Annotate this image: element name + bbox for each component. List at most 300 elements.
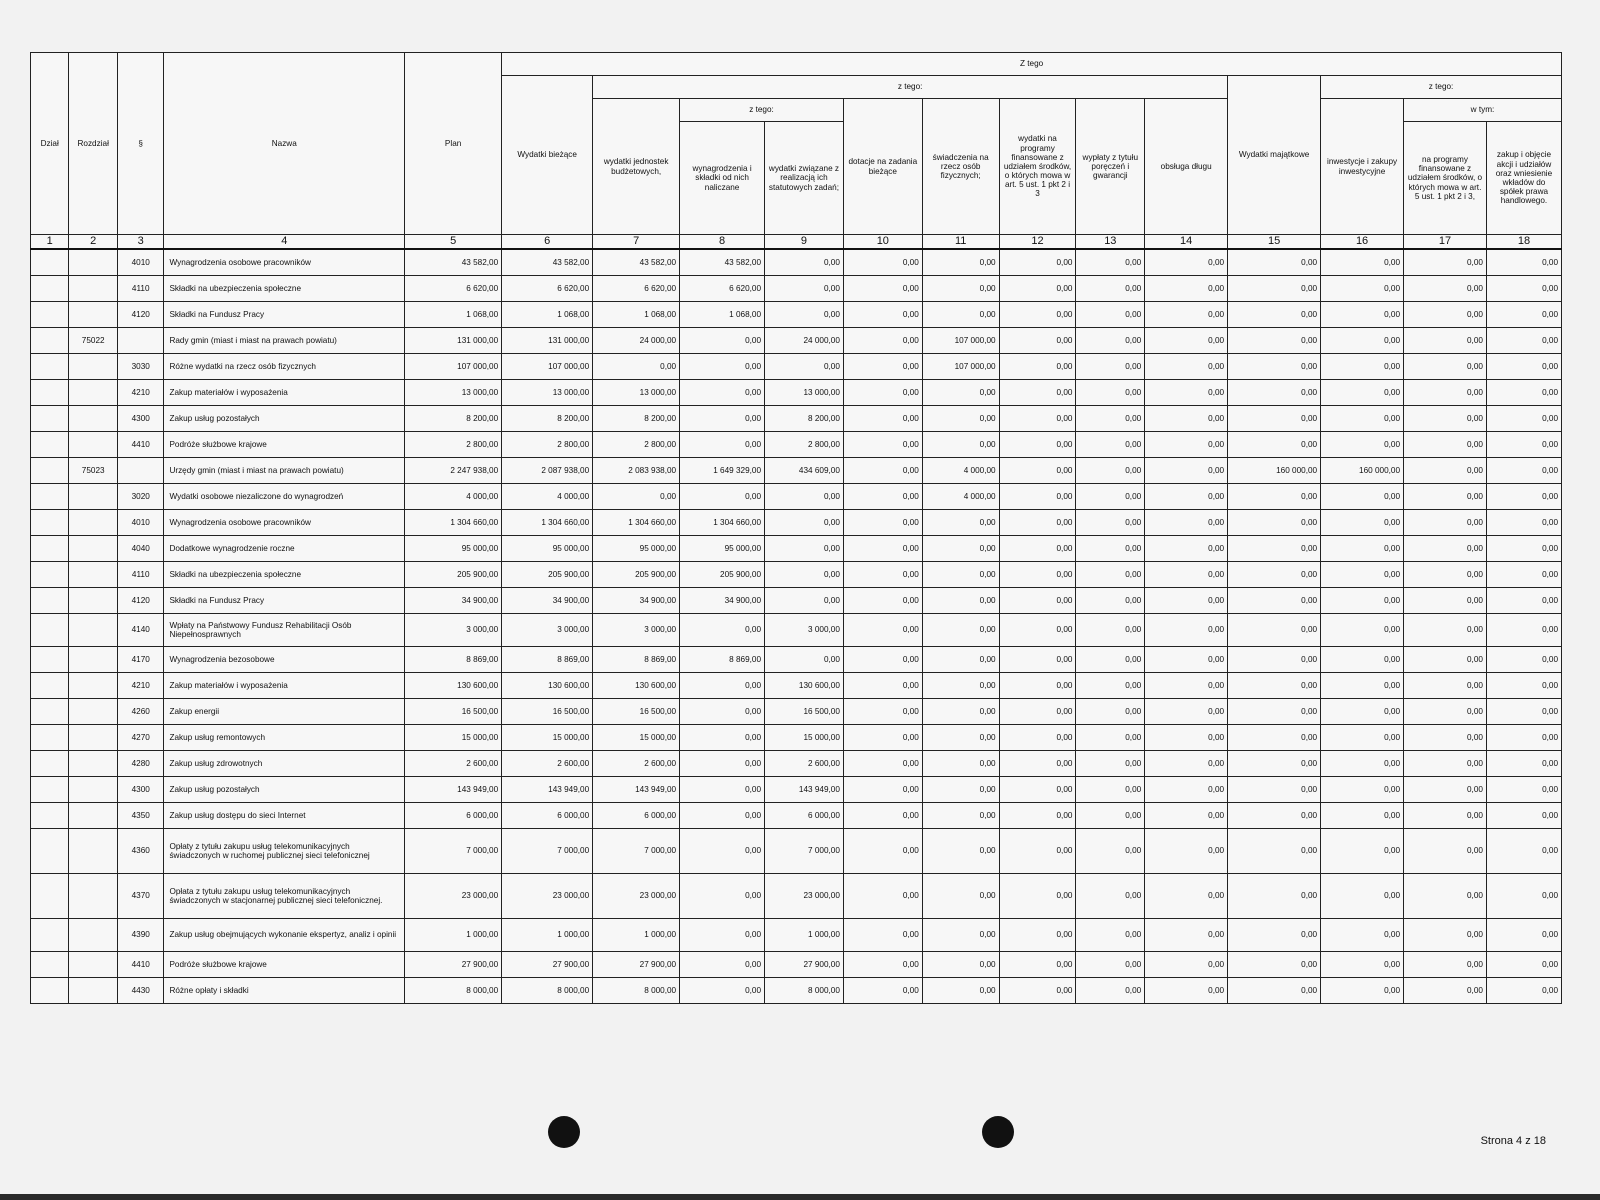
cell-amount: 0,00 [680, 725, 765, 751]
punch-hole-right [982, 1116, 1014, 1148]
cell-amount: 0,00 [922, 978, 999, 1004]
cell-amount: 0,00 [1076, 614, 1145, 647]
cell-amount: 1 304 660,00 [593, 510, 680, 536]
table-row [31, 751, 1562, 777]
cell-amount: 0,00 [922, 249, 999, 276]
cell-paragraf: 3020 [117, 484, 164, 510]
cell-amount: 3 000,00 [593, 614, 680, 647]
cell-amount: 0,00 [843, 829, 922, 874]
cell-amount: 0,00 [1228, 614, 1321, 647]
cell-amount: 0,00 [1076, 510, 1145, 536]
cell-amount: 205 900,00 [405, 562, 502, 588]
header-dzial: Dział [31, 53, 69, 235]
cell-dzial [31, 673, 69, 699]
scan-edge [0, 1194, 1600, 1200]
cell-amount: 0,00 [1076, 354, 1145, 380]
cell-amount: 2 600,00 [405, 751, 502, 777]
column-number: 18 [1486, 235, 1561, 250]
cell-dzial [31, 484, 69, 510]
cell-paragraf: 4270 [117, 725, 164, 751]
cell-amount: 0,00 [765, 510, 844, 536]
cell-rozdzial [69, 699, 118, 725]
cell-amount: 0,00 [1228, 354, 1321, 380]
cell-rozdzial [69, 406, 118, 432]
cell-amount: 0,00 [999, 588, 1076, 614]
cell-paragraf: 4390 [117, 919, 164, 952]
column-number: 10 [843, 235, 922, 250]
cell-dzial [31, 354, 69, 380]
cell-nazwa: Wynagrodzenia bezosobowe [164, 647, 405, 673]
cell-rozdzial [69, 562, 118, 588]
header-swiadczenia: świadczenia na rzecz osób fizycznych; [922, 99, 999, 235]
cell-amount: 43 582,00 [502, 249, 593, 276]
cell-amount: 0,00 [1404, 510, 1487, 536]
cell-amount: 0,00 [1404, 588, 1487, 614]
cell-amount: 0,00 [1321, 588, 1404, 614]
cell-dzial [31, 725, 69, 751]
cell-dzial [31, 249, 69, 276]
cell-paragraf: 4170 [117, 647, 164, 673]
cell-amount: 0,00 [922, 276, 999, 302]
cell-amount: 27 900,00 [502, 952, 593, 978]
cell-dzial [31, 406, 69, 432]
cell-amount: 0,00 [999, 647, 1076, 673]
cell-amount: 0,00 [1404, 725, 1487, 751]
cell-amount: 0,00 [999, 699, 1076, 725]
cell-amount: 0,00 [1321, 354, 1404, 380]
budget-expenditure-table [30, 52, 1562, 1004]
table-row [31, 829, 1562, 874]
table-row [31, 647, 1562, 673]
cell-amount: 0,00 [922, 614, 999, 647]
cell-amount: 0,00 [843, 406, 922, 432]
cell-amount: 0,00 [1404, 249, 1487, 276]
column-number: 3 [117, 235, 164, 250]
cell-rozdzial [69, 432, 118, 458]
cell-amount: 143 949,00 [765, 777, 844, 803]
cell-amount: 143 949,00 [593, 777, 680, 803]
column-number: 4 [164, 235, 405, 250]
table-row [31, 874, 1562, 919]
cell-amount: 0,00 [999, 380, 1076, 406]
cell-amount: 2 600,00 [502, 751, 593, 777]
cell-nazwa: Różne wydatki na rzecz osób fizycznych [164, 354, 405, 380]
cell-amount: 0,00 [843, 380, 922, 406]
cell-dzial [31, 978, 69, 1004]
cell-amount: 0,00 [1486, 276, 1561, 302]
cell-amount: 205 900,00 [593, 562, 680, 588]
cell-amount: 0,00 [922, 751, 999, 777]
cell-amount: 0,00 [680, 751, 765, 777]
cell-amount: 0,00 [843, 302, 922, 328]
cell-amount: 0,00 [999, 249, 1076, 276]
cell-paragraf: 4110 [117, 276, 164, 302]
cell-amount: 0,00 [680, 952, 765, 978]
cell-dzial [31, 874, 69, 919]
table-row [31, 952, 1562, 978]
cell-amount: 0,00 [1321, 328, 1404, 354]
cell-amount: 0,00 [1228, 699, 1321, 725]
cell-amount: 0,00 [843, 751, 922, 777]
cell-amount: 0,00 [1076, 458, 1145, 484]
cell-amount: 0,00 [1228, 978, 1321, 1004]
cell-amount: 0,00 [1076, 978, 1145, 1004]
cell-amount: 0,00 [1321, 484, 1404, 510]
cell-rozdzial [69, 803, 118, 829]
cell-nazwa: Zakup usług pozostałych [164, 777, 405, 803]
cell-amount: 0,00 [1145, 725, 1228, 751]
cell-nazwa: Składki na Fundusz Pracy [164, 302, 405, 328]
cell-amount: 0,00 [1404, 777, 1487, 803]
cell-rozdzial [69, 647, 118, 673]
header-programy: wydatki na programy finansowane z udziałem środków, o których mowa w art. 5 ust. 1 pkt 2 i 3 [999, 99, 1076, 235]
cell-amount: 0,00 [680, 829, 765, 874]
cell-amount: 0,00 [1145, 432, 1228, 458]
cell-amount: 0,00 [1486, 614, 1561, 647]
cell-amount: 6 000,00 [502, 803, 593, 829]
cell-amount: 95 000,00 [593, 536, 680, 562]
cell-amount: 0,00 [765, 302, 844, 328]
cell-nazwa: Zakup materiałów i wyposażenia [164, 673, 405, 699]
cell-amount: 0,00 [922, 777, 999, 803]
header-w-tym: w tym: [1404, 99, 1562, 122]
cell-amount: 15 000,00 [593, 725, 680, 751]
cell-paragraf: 4120 [117, 302, 164, 328]
cell-amount: 0,00 [593, 354, 680, 380]
cell-dzial [31, 952, 69, 978]
cell-amount: 8 000,00 [593, 978, 680, 1004]
cell-paragraf: 4360 [117, 829, 164, 874]
cell-amount: 16 500,00 [593, 699, 680, 725]
cell-amount: 0,00 [1404, 699, 1487, 725]
cell-paragraf: 4280 [117, 751, 164, 777]
column-number: 11 [922, 235, 999, 250]
cell-amount: 2 800,00 [593, 432, 680, 458]
cell-paragraf: 4430 [117, 978, 164, 1004]
cell-amount: 0,00 [999, 673, 1076, 699]
cell-amount: 0,00 [1145, 510, 1228, 536]
cell-amount: 0,00 [680, 380, 765, 406]
cell-amount: 0,00 [680, 673, 765, 699]
header-z-tego-biezace: z tego: [593, 76, 1228, 99]
cell-nazwa: Rady gmin (miast i miast na prawach powiatu) [164, 328, 405, 354]
cell-nazwa: Podróże służbowe krajowe [164, 952, 405, 978]
cell-amount: 107 000,00 [922, 354, 999, 380]
cell-amount: 0,00 [680, 978, 765, 1004]
cell-amount: 0,00 [1486, 777, 1561, 803]
cell-amount: 0,00 [1228, 874, 1321, 919]
cell-amount: 0,00 [922, 952, 999, 978]
cell-amount: 0,00 [1076, 673, 1145, 699]
cell-amount: 0,00 [1228, 380, 1321, 406]
cell-amount: 0,00 [999, 978, 1076, 1004]
cell-paragraf: 4260 [117, 699, 164, 725]
cell-amount: 0,00 [1145, 699, 1228, 725]
cell-rozdzial [69, 249, 118, 276]
cell-amount: 6 620,00 [405, 276, 502, 302]
cell-amount: 205 900,00 [502, 562, 593, 588]
cell-amount: 0,00 [1486, 588, 1561, 614]
cell-amount: 0,00 [999, 328, 1076, 354]
cell-amount: 0,00 [1486, 699, 1561, 725]
cell-rozdzial [69, 725, 118, 751]
cell-amount: 0,00 [1228, 484, 1321, 510]
column-number: 16 [1321, 235, 1404, 250]
cell-amount: 0,00 [922, 588, 999, 614]
cell-amount: 95 000,00 [680, 536, 765, 562]
cell-amount: 0,00 [843, 614, 922, 647]
cell-amount: 0,00 [1228, 276, 1321, 302]
table-row [31, 536, 1562, 562]
cell-amount: 131 000,00 [405, 328, 502, 354]
cell-amount: 0,00 [999, 510, 1076, 536]
cell-amount: 0,00 [1321, 276, 1404, 302]
header-z-tego-jednostek: z tego: [680, 99, 844, 122]
cell-amount: 0,00 [843, 536, 922, 562]
header-obsluga: obsługa długu [1145, 99, 1228, 235]
cell-amount: 0,00 [1145, 328, 1228, 354]
cell-amount: 130 600,00 [765, 673, 844, 699]
cell-amount: 8 869,00 [680, 647, 765, 673]
cell-dzial [31, 751, 69, 777]
cell-dzial [31, 536, 69, 562]
cell-amount: 0,00 [1321, 725, 1404, 751]
cell-amount: 23 000,00 [502, 874, 593, 919]
cell-amount: 43 582,00 [593, 249, 680, 276]
cell-paragraf: 4010 [117, 510, 164, 536]
cell-amount: 43 582,00 [680, 249, 765, 276]
cell-amount: 0,00 [843, 673, 922, 699]
cell-amount: 143 949,00 [405, 777, 502, 803]
cell-amount: 0,00 [1145, 874, 1228, 919]
cell-amount: 0,00 [1076, 952, 1145, 978]
cell-amount: 0,00 [1321, 647, 1404, 673]
header-z-tego-top: Z tego [502, 53, 1562, 76]
cell-amount: 23 000,00 [765, 874, 844, 919]
cell-amount: 0,00 [680, 354, 765, 380]
cell-dzial [31, 276, 69, 302]
cell-amount: 7 000,00 [405, 829, 502, 874]
cell-amount: 7 000,00 [765, 829, 844, 874]
cell-dzial [31, 647, 69, 673]
cell-amount: 0,00 [922, 919, 999, 952]
cell-amount: 0,00 [1228, 952, 1321, 978]
table-row [31, 458, 1562, 484]
cell-amount: 0,00 [1321, 510, 1404, 536]
cell-paragraf: 4010 [117, 249, 164, 276]
cell-amount: 0,00 [1228, 803, 1321, 829]
header-rozdzial: Rozdział [69, 53, 118, 235]
cell-amount: 0,00 [1145, 354, 1228, 380]
cell-amount: 0,00 [1321, 562, 1404, 588]
cell-amount: 0,00 [1145, 588, 1228, 614]
cell-paragraf: 4350 [117, 803, 164, 829]
cell-amount: 0,00 [1076, 699, 1145, 725]
cell-amount: 130 600,00 [405, 673, 502, 699]
column-number: 6 [502, 235, 593, 250]
cell-amount: 0,00 [1076, 249, 1145, 276]
cell-amount: 0,00 [680, 777, 765, 803]
cell-amount: 8 000,00 [502, 978, 593, 1004]
column-number: 8 [680, 235, 765, 250]
cell-amount: 6 000,00 [405, 803, 502, 829]
cell-amount: 0,00 [999, 536, 1076, 562]
cell-amount: 1 304 660,00 [502, 510, 593, 536]
cell-amount: 0,00 [1228, 588, 1321, 614]
cell-dzial [31, 588, 69, 614]
cell-amount: 131 000,00 [502, 328, 593, 354]
cell-amount: 0,00 [1076, 777, 1145, 803]
cell-amount: 0,00 [1076, 588, 1145, 614]
cell-rozdzial [69, 354, 118, 380]
cell-amount: 0,00 [1145, 380, 1228, 406]
table-row [31, 380, 1562, 406]
cell-amount: 434 609,00 [765, 458, 844, 484]
cell-rozdzial [69, 276, 118, 302]
cell-amount: 0,00 [1486, 803, 1561, 829]
cell-nazwa: Wydatki osobowe niezaliczone do wynagrodzeń [164, 484, 405, 510]
cell-amount: 0,00 [922, 562, 999, 588]
cell-amount: 0,00 [765, 249, 844, 276]
cell-paragraf: 3030 [117, 354, 164, 380]
cell-amount: 0,00 [1228, 725, 1321, 751]
cell-amount: 1 000,00 [502, 919, 593, 952]
cell-amount: 0,00 [765, 484, 844, 510]
cell-amount: 0,00 [1228, 406, 1321, 432]
cell-amount: 0,00 [922, 803, 999, 829]
cell-paragraf: 4300 [117, 777, 164, 803]
cell-amount: 0,00 [999, 432, 1076, 458]
cell-amount: 1 068,00 [680, 302, 765, 328]
cell-amount: 3 000,00 [765, 614, 844, 647]
cell-amount: 0,00 [1145, 249, 1228, 276]
table-row [31, 919, 1562, 952]
cell-dzial [31, 380, 69, 406]
cell-amount: 0,00 [843, 458, 922, 484]
cell-amount: 0,00 [1228, 510, 1321, 536]
cell-amount: 0,00 [1486, 484, 1561, 510]
cell-rozdzial [69, 536, 118, 562]
cell-amount: 0,00 [1404, 276, 1487, 302]
cell-amount: 0,00 [843, 588, 922, 614]
cell-dzial [31, 699, 69, 725]
cell-amount: 0,00 [1486, 249, 1561, 276]
cell-nazwa: Opłaty z tytułu zakupu usług telekomunikacyjnych świadczonych w ruchomej publicznej sieci telefonicznej [164, 829, 405, 874]
cell-amount: 0,00 [765, 536, 844, 562]
cell-amount: 0,00 [843, 777, 922, 803]
cell-rozdzial [69, 952, 118, 978]
cell-amount: 0,00 [1486, 458, 1561, 484]
cell-amount: 34 900,00 [502, 588, 593, 614]
cell-rozdzial [69, 614, 118, 647]
cell-amount: 8 200,00 [405, 406, 502, 432]
cell-amount: 0,00 [680, 699, 765, 725]
cell-amount: 107 000,00 [405, 354, 502, 380]
cell-amount: 0,00 [843, 919, 922, 952]
cell-amount: 0,00 [1076, 829, 1145, 874]
cell-amount: 0,00 [593, 484, 680, 510]
cell-amount: 107 000,00 [502, 354, 593, 380]
table-body [31, 249, 1562, 1004]
cell-paragraf: 4120 [117, 588, 164, 614]
cell-amount: 0,00 [1228, 249, 1321, 276]
cell-rozdzial [69, 777, 118, 803]
cell-amount: 0,00 [999, 562, 1076, 588]
cell-amount: 0,00 [1486, 978, 1561, 1004]
cell-amount: 0,00 [999, 777, 1076, 803]
cell-amount: 4 000,00 [922, 484, 999, 510]
cell-amount: 0,00 [922, 536, 999, 562]
cell-rozdzial [69, 380, 118, 406]
cell-amount: 0,00 [680, 484, 765, 510]
cell-amount: 130 600,00 [502, 673, 593, 699]
cell-paragraf: 4040 [117, 536, 164, 562]
cell-amount: 0,00 [1145, 562, 1228, 588]
cell-amount: 2 800,00 [765, 432, 844, 458]
table-row [31, 328, 1562, 354]
cell-amount: 13 000,00 [765, 380, 844, 406]
cell-amount: 0,00 [1228, 562, 1321, 588]
cell-nazwa: Wynagrodzenia osobowe pracowników [164, 249, 405, 276]
cell-rozdzial [69, 751, 118, 777]
cell-amount: 0,00 [1145, 777, 1228, 803]
cell-nazwa: Opłata z tytułu zakupu usług telekomunikacyjnych świadczonych w stacjonarnej publicznej sieci telefonicznej. [164, 874, 405, 919]
cell-amount: 0,00 [1228, 647, 1321, 673]
column-number: 2 [69, 235, 118, 250]
cell-amount: 0,00 [1486, 354, 1561, 380]
cell-paragraf: 4210 [117, 673, 164, 699]
cell-amount: 0,00 [843, 952, 922, 978]
cell-amount: 24 000,00 [593, 328, 680, 354]
cell-amount: 0,00 [999, 406, 1076, 432]
cell-paragraf: 4210 [117, 380, 164, 406]
cell-amount: 3 000,00 [405, 614, 502, 647]
cell-amount: 0,00 [1145, 406, 1228, 432]
cell-amount: 13 000,00 [593, 380, 680, 406]
cell-amount: 0,00 [1145, 803, 1228, 829]
header-wyplaty: wypłaty z tytułu poręczeń i gwarancji [1076, 99, 1145, 235]
header-inwestycje: inwestycje i zakupy inwestycyjne [1321, 99, 1404, 235]
cell-amount: 0,00 [1321, 829, 1404, 874]
cell-rozdzial: 75023 [69, 458, 118, 484]
cell-amount: 0,00 [1486, 725, 1561, 751]
cell-amount: 0,00 [843, 510, 922, 536]
cell-paragraf: 4370 [117, 874, 164, 919]
cell-amount: 4 000,00 [502, 484, 593, 510]
cell-amount: 0,00 [843, 803, 922, 829]
cell-amount: 0,00 [1404, 952, 1487, 978]
cell-rozdzial [69, 919, 118, 952]
cell-amount: 0,00 [1228, 777, 1321, 803]
column-number: 15 [1228, 235, 1321, 250]
cell-nazwa: Podróże służbowe krajowe [164, 432, 405, 458]
cell-amount: 0,00 [1486, 510, 1561, 536]
cell-amount: 0,00 [1076, 406, 1145, 432]
cell-paragraf: 4410 [117, 952, 164, 978]
cell-amount: 0,00 [843, 354, 922, 380]
cell-dzial [31, 510, 69, 536]
cell-rozdzial: 75022 [69, 328, 118, 354]
cell-amount: 0,00 [1145, 276, 1228, 302]
column-number: 14 [1145, 235, 1228, 250]
cell-amount: 0,00 [1321, 978, 1404, 1004]
cell-amount: 0,00 [1486, 647, 1561, 673]
cell-amount: 0,00 [680, 406, 765, 432]
cell-rozdzial [69, 302, 118, 328]
cell-amount: 0,00 [1321, 751, 1404, 777]
cell-amount: 0,00 [1486, 673, 1561, 699]
table-row [31, 725, 1562, 751]
